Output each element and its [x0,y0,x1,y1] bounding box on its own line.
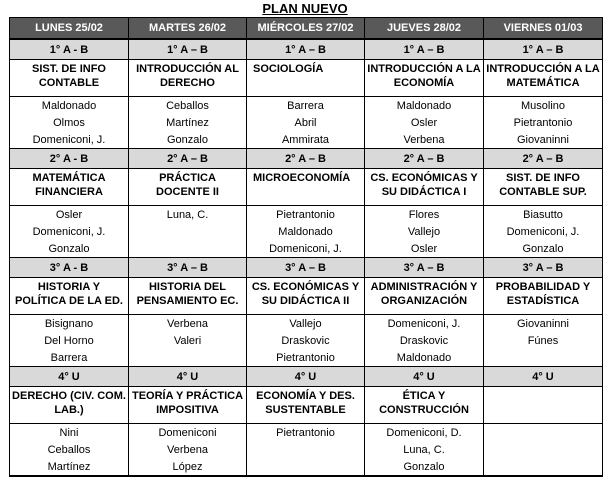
subject-name: INTRODUCCIÓN A LA ECONOMÍA [365,60,484,97]
group-row [10,39,603,60]
group-label: 2° A – B [129,149,247,169]
teacher-name: Luna, C. [365,441,484,458]
teacher-name: López [129,458,247,476]
teacher-name: Ceballos [129,97,247,115]
subject-name: ADMINISTRACIÓN Y ORGANIZACIÓN [365,278,484,315]
subject-name: INTRODUCCIÓN AL DERECHO [129,60,247,97]
teacher-name: Barrera [10,349,129,367]
day-header: LUNES 25/02 [10,18,129,40]
teacher-name: Gonzalo [129,131,247,149]
teacher-name [484,424,603,442]
teacher-name: Maldonado [10,97,129,115]
teacher-name: Maldonado [247,223,365,240]
teacher-name: Biasutto [484,206,603,224]
teacher-name: Osler [365,114,484,131]
teacher-row [10,97,603,115]
rule-cell [484,476,603,478]
teacher-name: Draskovic [247,332,365,349]
teacher-name: Nini [10,424,129,442]
group-label: 4° U [247,367,365,387]
group-label: 1° A - B [10,39,129,60]
schedule-table [9,17,603,478]
group-label: 2° A - B [10,149,129,169]
teacher-name: Vallejo [365,223,484,240]
day-header: MARTES 26/02 [129,18,247,40]
teacher-name: Giovaninni [484,131,603,149]
subject-name: SIST. DE INFO CONTABLE [10,60,129,97]
subject-name: SOCIOLOGÍA [247,60,365,97]
teacher-name [247,458,365,476]
teacher-row [10,458,603,476]
teacher-name: Bisignano [10,315,129,333]
subject-name: PRÁCTICA DOCENTE II [129,169,247,206]
teacher-name: Osler [365,240,484,258]
group-label: 4° U [484,367,603,387]
subject-name: SIST. DE INFO CONTABLE SUP. [484,169,603,206]
page-title-text: PLAN NUEVO [262,1,348,16]
group-row [10,258,603,278]
teacher-row [10,315,603,333]
teacher-name: Verbena [129,315,247,333]
teacher-name: Gonzalo [10,240,129,258]
subject-name [484,387,603,424]
teacher-name: Pietrantonio [484,114,603,131]
subject-row [10,60,603,97]
table-bottom-rule [10,476,603,478]
teacher-name: Del Horno [10,332,129,349]
teacher-name: Pietrantonio [247,349,365,367]
subject-name: MICROECONOMÍA [247,169,365,206]
teacher-name: Gonzalo [484,240,603,258]
teacher-name: Pietrantonio [247,206,365,224]
teacher-name [129,223,247,240]
teacher-row [10,332,603,349]
subject-row [10,169,603,206]
subject-row [10,278,603,315]
group-label: 4° U [365,367,484,387]
teacher-row [10,114,603,131]
day-header: JUEVES 28/02 [365,18,484,40]
teacher-name: Valeri [129,332,247,349]
group-label: 2° A – B [484,149,603,169]
teacher-name: Fúnes [484,332,603,349]
teacher-name: Domeniconi, J. [484,223,603,240]
day-header: VIERNES 01/03 [484,18,603,40]
teacher-name: Osler [10,206,129,224]
teacher-name: Flores [365,206,484,224]
subject-name: DERECHO (CIV. COM. LAB.) [10,387,129,424]
teacher-row [10,441,603,458]
teacher-name: Verbena [129,441,247,458]
teacher-name: Martínez [129,114,247,131]
subject-name: INTRODUCCIÓN A LA MATEMÁTICA [484,60,603,97]
group-label: 3° A – B [365,258,484,278]
rule-cell [10,476,129,478]
teacher-name: Domeniconi [129,424,247,442]
group-row [10,367,603,387]
teacher-row [10,424,603,442]
teacher-name: Domeniconi, D. [365,424,484,442]
subject-name: TEORÍA Y PRÁCTICA IMPOSITIVA [129,387,247,424]
teacher-name: Giovaninni [484,315,603,333]
teacher-name: Pietrantonio [247,424,365,442]
teacher-name: Musolino [484,97,603,115]
group-label: 1° A – B [365,39,484,60]
group-label: 1° A – B [484,39,603,60]
group-label: 3° A – B [247,258,365,278]
day-header: MIÉRCOLES 27/02 [247,18,365,40]
group-label: 4° U [129,367,247,387]
teacher-name [247,441,365,458]
subject-name: ÉTICA Y CONSTRUCCIÓN [365,387,484,424]
group-label: 4° U [10,367,129,387]
subject-name: ECONOMÍA Y DES. SUSTENTABLE [247,387,365,424]
teacher-name [129,240,247,258]
teacher-row [10,206,603,224]
rule-cell [247,476,365,478]
teacher-name: Ceballos [10,441,129,458]
teacher-name: Verbena [365,131,484,149]
teacher-name: Domeniconi, J. [10,223,129,240]
subject-name: MATEMÁTICA FINANCIERA [10,169,129,206]
teacher-name: Abril [247,114,365,131]
group-row [10,149,603,169]
teacher-name [484,349,603,367]
teacher-name [484,441,603,458]
teacher-name: Vallejo [247,315,365,333]
teacher-row [10,131,603,149]
group-label: 2° A – B [365,149,484,169]
group-label: 2° A – B [247,149,365,169]
subject-name: PROBABILIDAD Y ESTADÍSTICA [484,278,603,315]
teacher-row [10,223,603,240]
teacher-row [10,349,603,367]
teacher-name: Domeniconi, J. [247,240,365,258]
teacher-name: Luna, C. [129,206,247,224]
rule-cell [365,476,484,478]
day-header-row [10,18,603,40]
subject-name: HISTORIA DEL PENSAMIENTO EC. [129,278,247,315]
group-label: 3° A – B [129,258,247,278]
teacher-name: Maldonado [365,97,484,115]
teacher-name: Barrera [247,97,365,115]
teacher-name: Domeniconi, J. [365,315,484,333]
teacher-name: Draskovic [365,332,484,349]
teacher-name: Gonzalo [365,458,484,476]
teacher-name: Martínez [10,458,129,476]
group-label: 1° A – B [247,39,365,60]
teacher-name: Domeniconi, J. [10,131,129,149]
group-label: 3° A - B [10,258,129,278]
teacher-name: Olmos [10,114,129,131]
teacher-name: Ammirata [247,131,365,149]
subject-name: HISTORIA Y POLÍTICA DE LA ED. [10,278,129,315]
group-label: 1° A – B [129,39,247,60]
teacher-name [129,349,247,367]
teacher-row [10,240,603,258]
subject-name: CS. ECONÓMICAS Y SU DIDÁCTICA I [365,169,484,206]
subject-row [10,387,603,424]
rule-cell [129,476,247,478]
teacher-name: Maldonado [365,349,484,367]
page-title [0,1,610,17]
subject-name: CS. ECONÓMICAS Y SU DIDÁCTICA II [247,278,365,315]
teacher-name [484,458,603,476]
group-label: 3° A – B [484,258,603,278]
